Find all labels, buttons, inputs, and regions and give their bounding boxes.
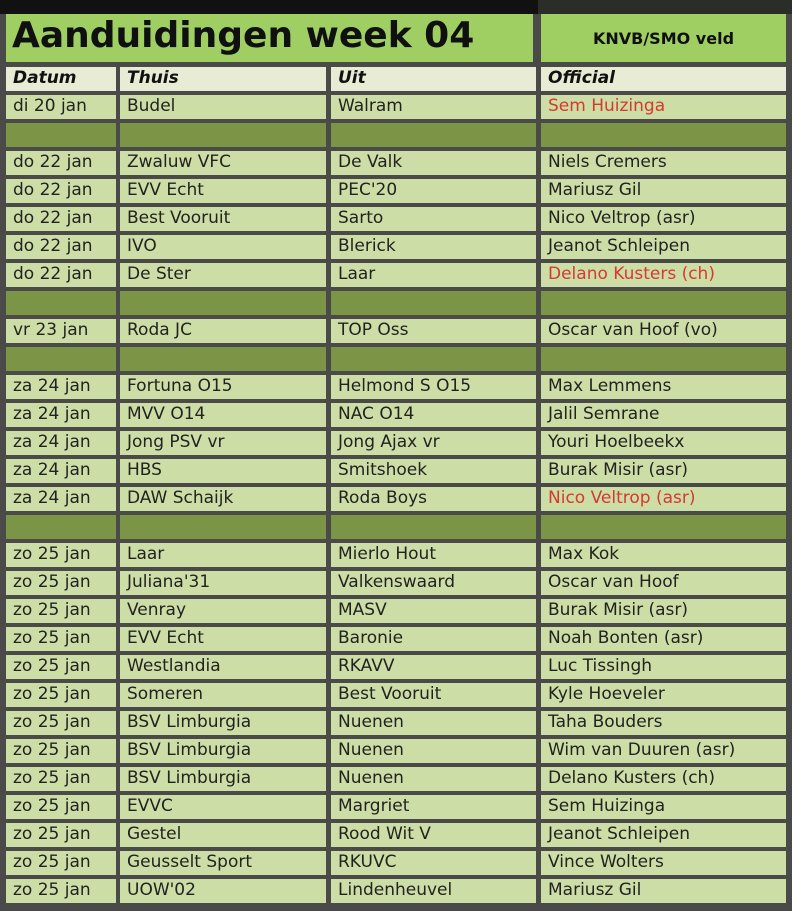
cell-away-team[interactable]: Best Vooruit [331, 683, 536, 707]
cell-official[interactable]: Jalil Semrane [541, 403, 786, 427]
cell-away-team[interactable]: PEC'20 [331, 179, 536, 203]
cell-official[interactable]: Kyle Hoeveler [541, 683, 786, 707]
cell-official[interactable]: Noah Bonten (asr) [541, 627, 786, 651]
cell-away-team[interactable]: TOP Oss [331, 319, 536, 343]
cell-away-team[interactable]: Lindenheuvel [331, 879, 536, 903]
separator-cell[interactable] [331, 347, 536, 371]
cell-date[interactable]: do 22 jan [6, 151, 116, 175]
separator-cell[interactable] [541, 123, 786, 147]
cell-home-team[interactable]: BSV Limburgia [120, 739, 326, 763]
cell-away-team[interactable]: Margriet [331, 795, 536, 819]
cell-away-team[interactable]: Blerick [331, 235, 536, 259]
cell-home-team[interactable]: DAW Schaijk [120, 487, 326, 511]
cell-home-team[interactable]: Venray [120, 599, 326, 623]
cell-official[interactable]: Jeanot Schleipen [541, 823, 786, 847]
separator-cell[interactable] [6, 515, 116, 539]
cell-date[interactable]: zo 25 jan [6, 571, 116, 595]
cell-date[interactable]: za 24 jan [6, 375, 116, 399]
cell-official[interactable]: Niels Cremers [541, 151, 786, 175]
cell-away-team[interactable]: Valkenswaard [331, 571, 536, 595]
cell-date[interactable]: za 24 jan [6, 459, 116, 483]
cell-official[interactable]: Delano Kusters (ch) [541, 767, 786, 791]
cell-date[interactable]: do 22 jan [6, 235, 116, 259]
cell-away-team[interactable]: Mierlo Hout [331, 543, 536, 567]
cell-date[interactable]: do 22 jan [6, 207, 116, 231]
separator-cell[interactable] [331, 123, 536, 147]
cell-home-team[interactable]: Budel [120, 95, 326, 119]
cell-date[interactable]: zo 25 jan [6, 739, 116, 763]
cell-date[interactable]: za 24 jan [6, 431, 116, 455]
separator-cell[interactable] [541, 291, 786, 315]
cell-away-team[interactable]: Walram [331, 95, 536, 119]
separator-cell[interactable] [6, 347, 116, 371]
cell-official[interactable]: Vince Wolters [541, 851, 786, 875]
cell-official[interactable]: Luc Tissingh [541, 655, 786, 679]
sheet-top-strip [0, 0, 792, 14]
cell-date[interactable]: zo 25 jan [6, 711, 116, 735]
cell-home-team[interactable]: Gestel [120, 823, 326, 847]
cell-home-team[interactable]: EVV Echt [120, 179, 326, 203]
cell-date[interactable]: za 24 jan [6, 487, 116, 511]
cell-official[interactable]: Youri Hoelbeekx [541, 431, 786, 455]
cell-home-team[interactable]: EVV Echt [120, 627, 326, 651]
cell-official[interactable]: Taha Bouders [541, 711, 786, 735]
cell-official[interactable]: Burak Misir (asr) [541, 459, 786, 483]
cell-date[interactable]: za 24 jan [6, 403, 116, 427]
cell-away-team[interactable]: Baronie [331, 627, 536, 651]
cell-date[interactable]: do 22 jan [6, 179, 116, 203]
column-header-uit[interactable]: Uit [331, 67, 536, 91]
cell-date[interactable]: zo 25 jan [6, 823, 116, 847]
cell-official[interactable]: Mariusz Gil [541, 179, 786, 203]
cell-away-team[interactable]: Nuenen [331, 711, 536, 735]
separator-cell[interactable] [120, 515, 326, 539]
cell-date[interactable]: vr 23 jan [6, 319, 116, 343]
cell-home-team[interactable]: Westlandia [120, 655, 326, 679]
cell-official[interactable]: Nico Veltrop (asr) [541, 207, 786, 231]
cell-away-team[interactable]: Rood Wit V [331, 823, 536, 847]
column-header-official[interactable]: Official [541, 67, 786, 91]
cell-date[interactable]: do 22 jan [6, 263, 116, 287]
cell-official[interactable]: Mariusz Gil [541, 879, 786, 903]
cell-official[interactable]: Jeanot Schleipen [541, 235, 786, 259]
cell-official[interactable]: Oscar van Hoof [541, 571, 786, 595]
separator-cell[interactable] [120, 347, 326, 371]
separator-cell[interactable] [120, 291, 326, 315]
cell-home-team[interactable]: De Ster [120, 263, 326, 287]
cell-home-team[interactable]: Someren [120, 683, 326, 707]
cell-official[interactable]: Max Kok [541, 543, 786, 567]
cell-official[interactable]: Oscar van Hoof (vo) [541, 319, 786, 343]
cell-away-team[interactable]: RKAVV [331, 655, 536, 679]
cell-away-team[interactable]: Helmond S O15 [331, 375, 536, 399]
cell-home-team[interactable]: BSV Limburgia [120, 767, 326, 791]
cell-date[interactable]: zo 25 jan [6, 683, 116, 707]
cell-home-team[interactable]: BSV Limburgia [120, 711, 326, 735]
separator-cell[interactable] [541, 515, 786, 539]
cell-away-team[interactable]: RKUVC [331, 851, 536, 875]
cell-away-team[interactable]: Jong Ajax vr [331, 431, 536, 455]
cell-date[interactable]: zo 25 jan [6, 795, 116, 819]
cell-official[interactable]: Wim van Duuren (asr) [541, 739, 786, 763]
cell-home-team[interactable]: Jong PSV vr [120, 431, 326, 455]
cell-home-team[interactable]: IVO [120, 235, 326, 259]
cell-home-team[interactable]: EVVC [120, 795, 326, 819]
separator-cell[interactable] [120, 123, 326, 147]
cell-away-team[interactable]: Smitshoek [331, 459, 536, 483]
column-header-datum[interactable]: Datum [6, 67, 116, 91]
category-label[interactable]: KNVB/SMO veld [541, 14, 786, 62]
cell-official[interactable]: Burak Misir (asr) [541, 599, 786, 623]
column-header-thuis[interactable]: Thuis [120, 67, 326, 91]
cell-date[interactable]: zo 25 jan [6, 627, 116, 651]
cell-home-team[interactable]: Laar [120, 543, 326, 567]
cell-away-team[interactable]: Nuenen [331, 739, 536, 763]
cell-away-team[interactable]: Roda Boys [331, 487, 536, 511]
cell-official[interactable]: Delano Kusters (ch) [541, 263, 786, 287]
cell-home-team[interactable]: Zwaluw VFC [120, 151, 326, 175]
cell-official[interactable]: Sem Huizinga [541, 795, 786, 819]
cell-away-team[interactable]: NAC O14 [331, 403, 536, 427]
cell-away-team[interactable]: Laar [331, 263, 536, 287]
cell-official[interactable]: Max Lemmens [541, 375, 786, 399]
cell-home-team[interactable]: MVV O14 [120, 403, 326, 427]
cell-date[interactable]: zo 25 jan [6, 543, 116, 567]
cell-away-team[interactable]: De Valk [331, 151, 536, 175]
cell-date[interactable]: zo 25 jan [6, 655, 116, 679]
sheet-top-strip-right [538, 0, 792, 14]
cell-date[interactable]: di 20 jan [6, 95, 116, 119]
cell-away-team[interactable]: Nuenen [331, 767, 536, 791]
cell-date[interactable]: zo 25 jan [6, 767, 116, 791]
separator-cell[interactable] [331, 291, 536, 315]
cell-away-team[interactable]: MASV [331, 599, 536, 623]
cell-home-team[interactable]: Best Vooruit [120, 207, 326, 231]
cell-home-team[interactable]: Juliana'31 [120, 571, 326, 595]
separator-cell[interactable] [6, 291, 116, 315]
cell-date[interactable]: zo 25 jan [6, 851, 116, 875]
separator-cell[interactable] [6, 123, 116, 147]
separator-cell[interactable] [331, 515, 536, 539]
cell-date[interactable]: zo 25 jan [6, 879, 116, 903]
cell-official[interactable]: Sem Huizinga [541, 95, 786, 119]
cell-home-team[interactable]: Fortuna O15 [120, 375, 326, 399]
cell-official[interactable]: Nico Veltrop (asr) [541, 487, 786, 511]
page-title[interactable]: Aanduidingen week 04 [6, 14, 533, 62]
cell-home-team[interactable]: HBS [120, 459, 326, 483]
cell-home-team[interactable]: Geusselt Sport [120, 851, 326, 875]
separator-cell[interactable] [541, 347, 786, 371]
cell-away-team[interactable]: Sarto [331, 207, 536, 231]
cell-home-team[interactable]: Roda JC [120, 319, 326, 343]
cell-home-team[interactable]: UOW'02 [120, 879, 326, 903]
cell-date[interactable]: zo 25 jan [6, 599, 116, 623]
